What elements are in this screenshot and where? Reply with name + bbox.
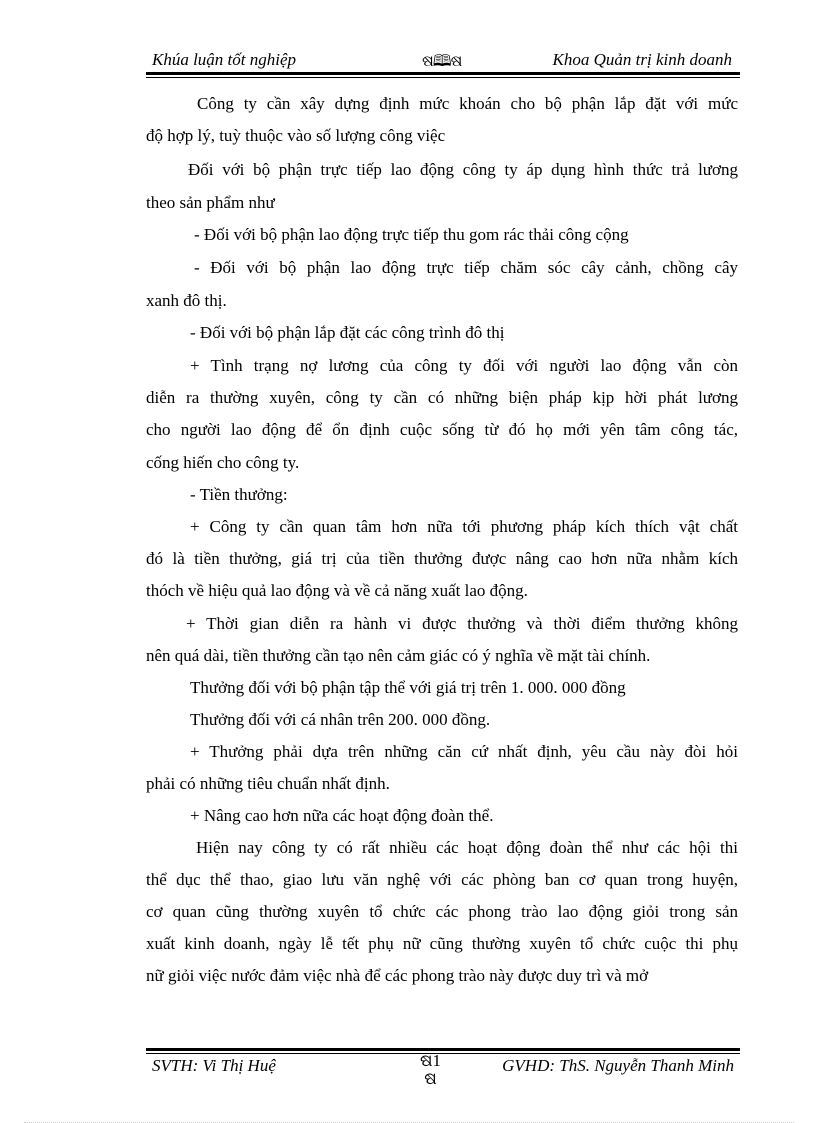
text-line: Thưởng đối với cá nhân trên 200. 000 đồng. — [190, 710, 491, 729]
text-line: thể dục thể thao, giao lưu văn nghệ với các phòng ban cơ quan trong huyện, — [146, 870, 738, 889]
text-line: + Công ty cần quan tâm hơn nữa tới phương pháp kích thích vật chất — [190, 517, 738, 536]
text-line: cơ quan cũng thường xuyên tổ chức các phong trào lao động giỏi trong sản — [146, 902, 738, 921]
footer-ornament-bottom-icon: ଷ — [424, 1069, 437, 1088]
text-line: - Đối với bộ phận lao động trực tiếp thu gom rác thải công cộng — [194, 225, 629, 244]
text-line: thóch về hiệu quả lao động và về cả năng xuất lao động. — [146, 581, 528, 600]
text-line: nữ giỏi việc nước đảm việc nhà để các phong trào này được duy trì và mở — [146, 966, 649, 985]
text-line: đó là tiền thưởng, giá trị của tiền thưởng được nâng cao hơn nữa nhằm kích — [146, 549, 738, 568]
header-rule-thin — [146, 77, 740, 78]
page-footer — [146, 1050, 740, 1096]
text-line: - Đối với bộ phận lao động trực tiếp chăm sóc cây cảnh, chồng cây — [194, 258, 738, 277]
text-line: - Tiền thưởng: — [190, 485, 288, 504]
text-line: Công ty cần xây dựng định mức khoán cho bộ phận lắp đặt với mức — [197, 94, 738, 113]
header-ornament-icon: ଷ🕮ଷ — [422, 53, 462, 70]
header-rule-thick — [146, 72, 740, 75]
text-line: nên quá dài, tiền thưởng cần tạo nên cảm giác có ý nghĩa về mặt tài chính. — [146, 646, 651, 665]
text-line: độ hợp lý, tuỳ thuộc vào số lượng công việc — [146, 126, 446, 145]
text-line: + Thưởng phải dựa trên những căn cứ nhất định, yêu cầu này đòi hỏi — [190, 742, 738, 761]
text-line: xuất kinh doanh, ngày lễ tết phụ nữ cũng thường xuyên tổ chức cuộc thi phụ — [146, 934, 738, 953]
text-line: + Nâng cao hơn nữa các hoạt động đoàn thể. — [190, 806, 494, 825]
page-header — [146, 46, 738, 72]
footer-page-number — [420, 1052, 441, 1088]
text-line: theo sản phẩm như — [146, 193, 275, 212]
text-line: phải có những tiêu chuẩn nhất định. — [146, 774, 390, 793]
footer-ornament-top-icon: ଷ — [420, 1051, 433, 1070]
footer-student-label: SVTH: Vi Thị Huệ — [152, 1056, 276, 1075]
text-line: - Đối với bộ phận lắp đặt các công trình đô thị — [190, 323, 505, 342]
text-line: xanh đô thị. — [146, 291, 227, 310]
text-line: Hiện nay công ty có rất nhiều các hoạt động đoàn thể như các hội thi — [196, 838, 738, 857]
text-line: Đối với bộ phận trực tiếp lao động công ty áp dụng hình thức trả lương — [188, 160, 738, 179]
footer-advisor-label: GVHD: ThS. Nguyễn Thanh Minh — [502, 1056, 734, 1075]
text-line: + Tình trạng nợ lương của công ty đối với người lao động vẫn còn — [190, 356, 738, 375]
header-thesis-label: Khúa luận tốt nghiệp — [152, 50, 297, 69]
header-faculty-label: Khoa Quản trị kinh doanh — [552, 50, 732, 69]
text-line: cho người lao động để ổn định cuộc sống từ đó họ mới yên tâm công tác, — [146, 420, 738, 439]
text-line: diễn ra thường xuyên, công ty cần có những biện pháp kịp hời phát lương — [146, 388, 738, 407]
text-line: + Thời gian diễn ra hành vi được thưởng và thời điểm thưởng không — [186, 614, 738, 633]
page-number: 1 — [432, 1051, 442, 1070]
text-line: Thưởng đối với bộ phận tập thể với giá trị trên 1. 000. 000 đồng — [190, 678, 626, 697]
text-line: cống hiến cho công ty. — [146, 453, 300, 472]
